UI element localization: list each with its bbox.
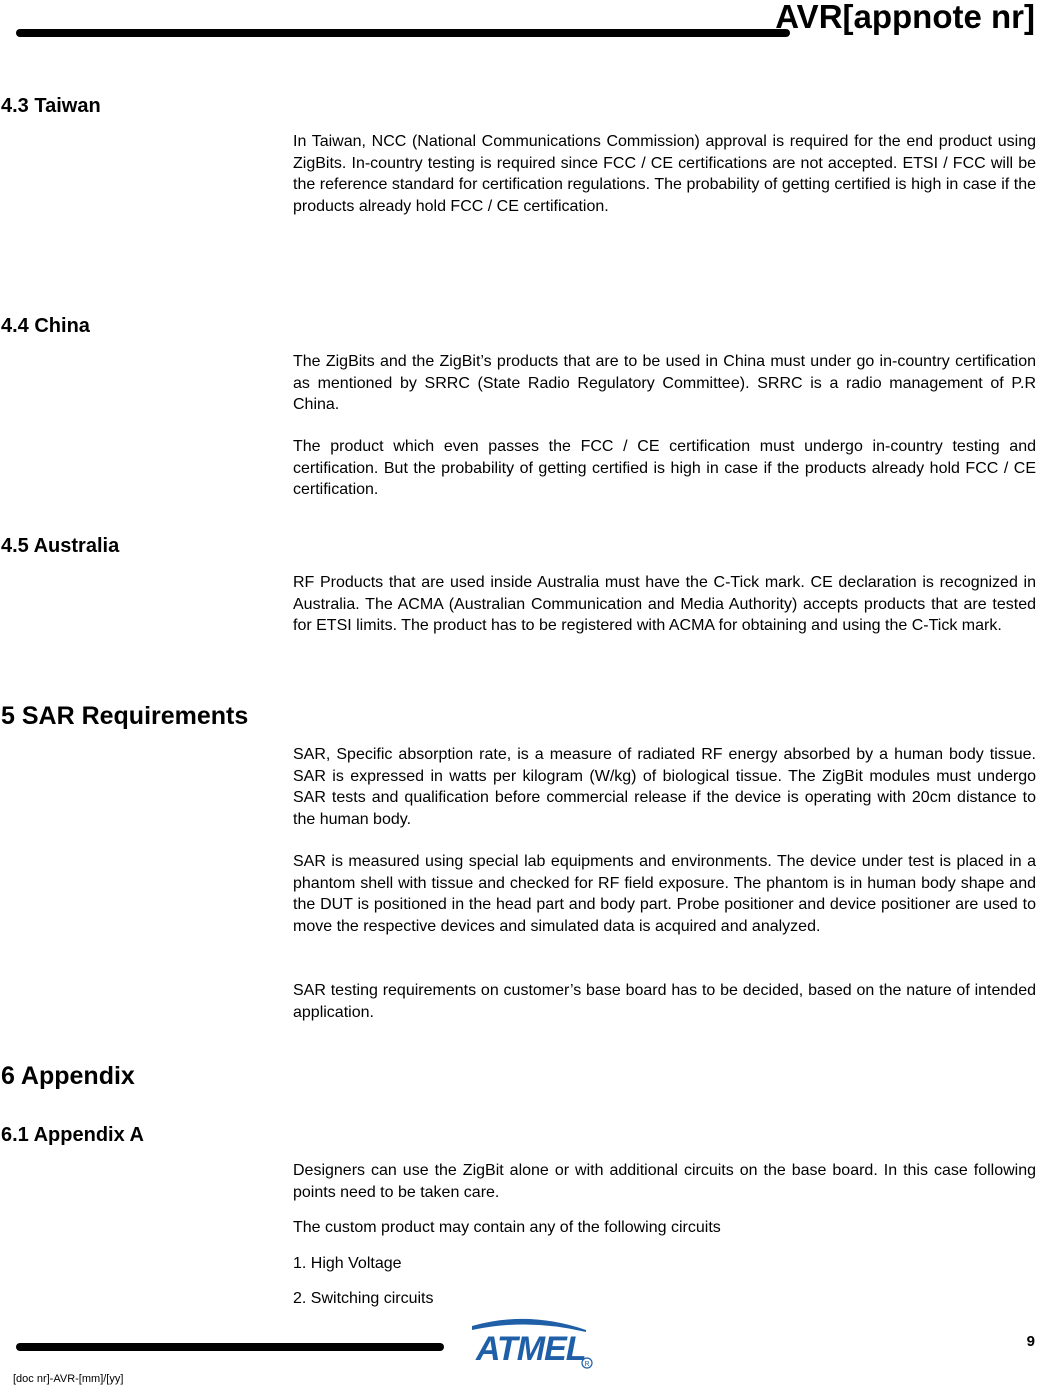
- heading-australia: 4.5 Australia: [1, 535, 120, 557]
- atmel-logo: [466, 1316, 594, 1372]
- footer-rule: [16, 1343, 444, 1351]
- document-title: AVR[appnote nr]: [775, 0, 1035, 35]
- list-item-switching-circuits: 2. Switching circuits: [293, 1290, 434, 1307]
- svg-text:R: R: [584, 1361, 590, 1368]
- heading-appendix: 6 Appendix: [1, 1062, 135, 1090]
- paragraph-australia-1: RF Products that are used inside Australia must have the C-Tick mark. CE declaration is recognized in Australia. The ACMA (Australian Communication and Media Authority) accepts products that are tested for ETSI limits. The product has to be registered with ACMA for obtaining and using the C-Tick mark.: [293, 574, 1036, 635]
- list-item-high-voltage: 1. High Voltage: [293, 1255, 402, 1272]
- paragraph-china-2: The product which even passes the FCC / CE certification must undergo in-country testing and certification. But the probability of getting certified is high in case if the products already hold FCC / CE certification.: [293, 438, 1036, 499]
- paragraph-sar-1: SAR, Specific absorption rate, is a measure of radiated RF energy absorbed by a human body tissue. SAR is expressed in watts per kilogram (W/kg) of biological tissue. The ZigBit modules must undergo SAR tests and qualification before commercial release if the device is operating with 20cm distance to the human body.: [293, 746, 1036, 828]
- heading-appendix-a: 6.1 Appendix A: [1, 1124, 144, 1146]
- svg-text:ATMEL: ATMEL: [476, 1330, 586, 1368]
- heading-china: 4.4 China: [1, 315, 90, 337]
- paragraph-appendix-a-1: Designers can use the ZigBit alone or with additional circuits on the base board. In this case following points need to be taken care.: [293, 1162, 1036, 1201]
- paragraph-china-1: The ZigBits and the ZigBit’s products that are to be used in China must under go in-country certification as mentioned by SRRC (State Radio Regulatory Committee). SRRC is a radio management of P.R China.: [293, 353, 1036, 414]
- paragraph-taiwan-1: In Taiwan, NCC (National Communications Commission) approval is required for the end product using ZigBits. In-country testing is required since FCC / CE certifications are not accepted. ETSI / FCC will be the reference standard for certification regulations. The probability of getting certified is high in case if the products already hold FCC / CE certification.: [293, 133, 1036, 215]
- doc-reference: [doc nr]-AVR-[mm]/[yy]: [13, 1373, 124, 1385]
- heading-sar-requirements: 5 SAR Requirements: [1, 702, 249, 730]
- paragraph-sar-2: SAR is measured using special lab equipments and environments. The device under test is placed in a phantom shell with tissue and checked for RF field exposure. The phantom is in human body shape and the DUT is positioned in the head part and body part. Probe positioner and device positioner are used to move the respective devices and simulated data is acquired and analyzed.: [293, 853, 1036, 935]
- page-number: 9: [1026, 1333, 1035, 1350]
- paragraph-sar-3: SAR testing requirements on customer’s base board has to be decided, based on the nature of intended application.: [293, 982, 1036, 1021]
- header-rule: [16, 29, 790, 37]
- paragraph-appendix-a-2: The custom product may contain any of the following circuits: [293, 1219, 721, 1236]
- heading-taiwan: 4.3 Taiwan: [1, 95, 101, 117]
